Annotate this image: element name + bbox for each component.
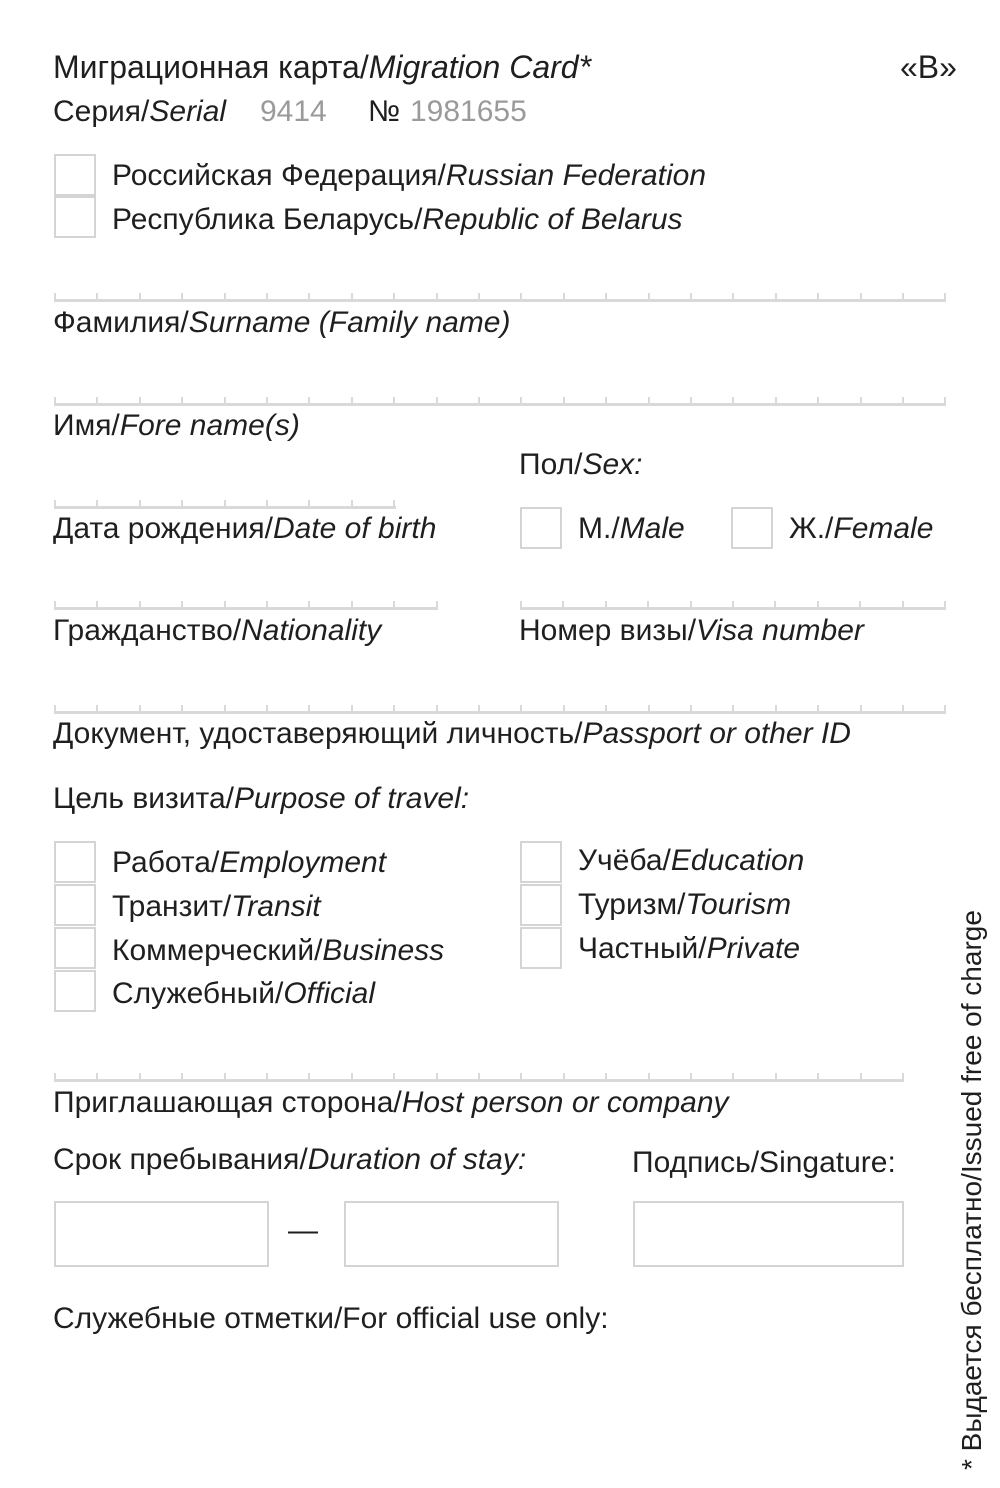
checkbox-transit[interactable] <box>54 884 96 926</box>
line-tick <box>54 601 56 607</box>
line-tick <box>139 397 141 403</box>
line-tick <box>605 293 607 299</box>
line-tick <box>351 1073 353 1079</box>
line-tick <box>308 397 310 403</box>
line-tick <box>817 705 819 711</box>
line-tick <box>648 293 650 299</box>
line-tick <box>478 293 480 299</box>
nationality-line[interactable] <box>54 607 438 610</box>
line-tick <box>436 601 438 607</box>
line-tick <box>817 293 819 299</box>
signature-label: Подпись/Singature: <box>632 1146 896 1179</box>
line-tick <box>139 293 141 299</box>
line-tick <box>308 601 310 607</box>
line-tick <box>775 1073 777 1079</box>
line-tick <box>308 293 310 299</box>
surname-line[interactable] <box>54 299 946 302</box>
line-tick <box>859 601 861 607</box>
line-tick <box>393 397 395 403</box>
line-tick <box>393 705 395 711</box>
line-tick <box>393 601 395 607</box>
line-tick <box>902 293 904 299</box>
line-tick <box>139 601 141 607</box>
line-tick <box>478 1073 480 1079</box>
line-tick <box>690 1073 692 1079</box>
line-tick <box>944 397 946 403</box>
line-tick <box>732 293 734 299</box>
line-tick <box>520 601 522 607</box>
signature-box[interactable] <box>633 1201 904 1267</box>
line-tick <box>181 500 183 506</box>
number-value: 1981655 <box>410 95 527 128</box>
line-tick <box>351 705 353 711</box>
forename-label: Имя/Fore name(s) <box>53 409 300 442</box>
line-tick <box>817 397 819 403</box>
line-tick <box>944 705 946 711</box>
line-tick <box>563 397 565 403</box>
card-type: «В» <box>900 49 957 85</box>
line-tick <box>436 705 438 711</box>
label-education: Учёба/Education <box>578 844 805 877</box>
line-tick <box>224 293 226 299</box>
passport-line[interactable] <box>54 711 946 714</box>
visa-line[interactable] <box>520 607 946 610</box>
line-tick <box>181 293 183 299</box>
line-tick <box>520 397 522 403</box>
line-tick <box>902 1073 904 1079</box>
line-tick <box>605 397 607 403</box>
duration-to-box[interactable] <box>344 1201 559 1267</box>
line-tick <box>690 397 692 403</box>
line-tick <box>181 1073 183 1079</box>
line-tick <box>732 601 734 607</box>
line-tick <box>266 397 268 403</box>
line-tick <box>478 705 480 711</box>
line-tick <box>181 705 183 711</box>
line-tick <box>139 1073 141 1079</box>
line-tick <box>266 1073 268 1079</box>
line-tick <box>393 500 395 506</box>
checkbox-russian-federation[interactable] <box>54 154 96 196</box>
line-tick <box>266 601 268 607</box>
line-tick <box>775 293 777 299</box>
serial-value: 9414 <box>260 95 327 128</box>
line-tick <box>139 705 141 711</box>
line-tick <box>436 397 438 403</box>
line-tick <box>690 293 692 299</box>
checkbox-employment[interactable] <box>54 841 96 883</box>
forename-line[interactable] <box>54 403 946 406</box>
line-tick <box>732 705 734 711</box>
duration-dash: — <box>288 1214 318 1247</box>
line-tick <box>351 500 353 506</box>
line-tick <box>648 397 650 403</box>
line-tick <box>860 705 862 711</box>
line-tick <box>96 601 98 607</box>
line-tick <box>860 1073 862 1079</box>
line-tick <box>308 500 310 506</box>
line-tick <box>351 397 353 403</box>
line-tick <box>266 500 268 506</box>
line-tick <box>860 293 862 299</box>
line-tick <box>96 397 98 403</box>
line-tick <box>562 601 564 607</box>
label-republic-belarus: Республика Беларусь/Republic of Belarus <box>112 203 683 236</box>
line-tick <box>308 705 310 711</box>
label-business: Коммерческий/Business <box>112 934 445 967</box>
checkbox-female[interactable] <box>731 507 773 549</box>
dob-label: Дата рождения/Date of birth <box>53 512 437 545</box>
label-male: М./Male <box>578 512 685 545</box>
line-tick <box>224 1073 226 1079</box>
visa-label: Номер визы/Visa number <box>519 614 864 647</box>
checkbox-male[interactable] <box>520 507 562 549</box>
sex-label: Пол/Sex: <box>519 448 643 481</box>
label-employment: Работа/Employment <box>112 846 387 879</box>
line-tick <box>308 1073 310 1079</box>
line-tick <box>224 705 226 711</box>
line-tick <box>647 601 649 607</box>
line-tick <box>817 1073 819 1079</box>
passport-label: Документ, удоставеряющий личность/Passport or other ID <box>53 717 851 750</box>
line-tick <box>902 705 904 711</box>
line-tick <box>181 397 183 403</box>
line-tick <box>605 705 607 711</box>
free-of-charge-note: * Выдается бесплатно/Issued free of charge <box>956 910 987 1470</box>
label-private: Частный/Private <box>578 932 801 965</box>
line-tick <box>54 705 56 711</box>
line-tick <box>436 1073 438 1079</box>
duration-from-box[interactable] <box>54 1201 269 1267</box>
host-label: Приглашающая сторона/Host person or company <box>53 1086 729 1119</box>
line-tick <box>393 293 395 299</box>
dob-line[interactable] <box>54 506 396 509</box>
label-transit: Транзит/Transit <box>112 890 321 923</box>
line-tick <box>224 500 226 506</box>
host-line[interactable] <box>54 1079 904 1082</box>
line-tick <box>817 601 819 607</box>
purpose-label: Цель визита/Purpose of travel: <box>53 782 470 815</box>
label-tourism: Туризм/Tourism <box>578 888 792 921</box>
number-label: № <box>368 95 401 128</box>
line-tick <box>520 705 522 711</box>
line-tick <box>775 397 777 403</box>
line-tick <box>54 1073 56 1079</box>
checkbox-private[interactable] <box>520 927 562 969</box>
line-tick <box>436 293 438 299</box>
checkbox-republic-belarus[interactable] <box>54 196 96 238</box>
line-tick <box>563 705 565 711</box>
line-tick <box>690 601 692 607</box>
line-tick <box>224 397 226 403</box>
line-tick <box>732 1073 734 1079</box>
line-tick <box>605 1073 607 1079</box>
line-tick <box>54 293 56 299</box>
label-female: Ж./Female <box>789 512 934 545</box>
checkbox-tourism[interactable] <box>520 884 562 926</box>
line-tick <box>605 601 607 607</box>
duration-label: Срок пребывания/Duration of stay: <box>53 1143 527 1176</box>
line-tick <box>902 601 904 607</box>
line-tick <box>478 397 480 403</box>
line-tick <box>351 601 353 607</box>
line-tick <box>944 293 946 299</box>
card-title: Миграционная карта/Migration Card* <box>53 49 592 85</box>
line-tick <box>54 397 56 403</box>
line-tick <box>648 705 650 711</box>
line-tick <box>393 1073 395 1079</box>
line-tick <box>351 293 353 299</box>
line-tick <box>774 601 776 607</box>
line-tick <box>96 500 98 506</box>
line-tick <box>224 601 226 607</box>
surname-label: Фамилия/Surname (Family name) <box>53 306 511 339</box>
checkbox-official[interactable] <box>54 970 96 1012</box>
line-tick <box>520 293 522 299</box>
line-tick <box>902 397 904 403</box>
line-tick <box>775 705 777 711</box>
serial-row: Серия/Serial <box>53 95 227 128</box>
line-tick <box>181 601 183 607</box>
line-tick <box>266 705 268 711</box>
line-tick <box>944 601 946 607</box>
line-tick <box>139 500 141 506</box>
nationality-label: Гражданство/Nationality <box>53 614 382 647</box>
line-tick <box>563 1073 565 1079</box>
checkbox-business[interactable] <box>54 927 96 969</box>
line-tick <box>563 293 565 299</box>
label-russian-federation: Российская Федерация/Russian Federation <box>112 159 707 192</box>
line-tick <box>690 705 692 711</box>
line-tick <box>96 705 98 711</box>
line-tick <box>96 1073 98 1079</box>
line-tick <box>266 293 268 299</box>
checkbox-education[interactable] <box>520 841 562 883</box>
line-tick <box>732 397 734 403</box>
line-tick <box>96 293 98 299</box>
official-use-label: Служебные отметки/For official use only: <box>53 1302 609 1335</box>
line-tick <box>54 500 56 506</box>
line-tick <box>648 1073 650 1079</box>
line-tick <box>520 1073 522 1079</box>
label-official: Служебный/Official <box>112 977 376 1010</box>
line-tick <box>860 397 862 403</box>
